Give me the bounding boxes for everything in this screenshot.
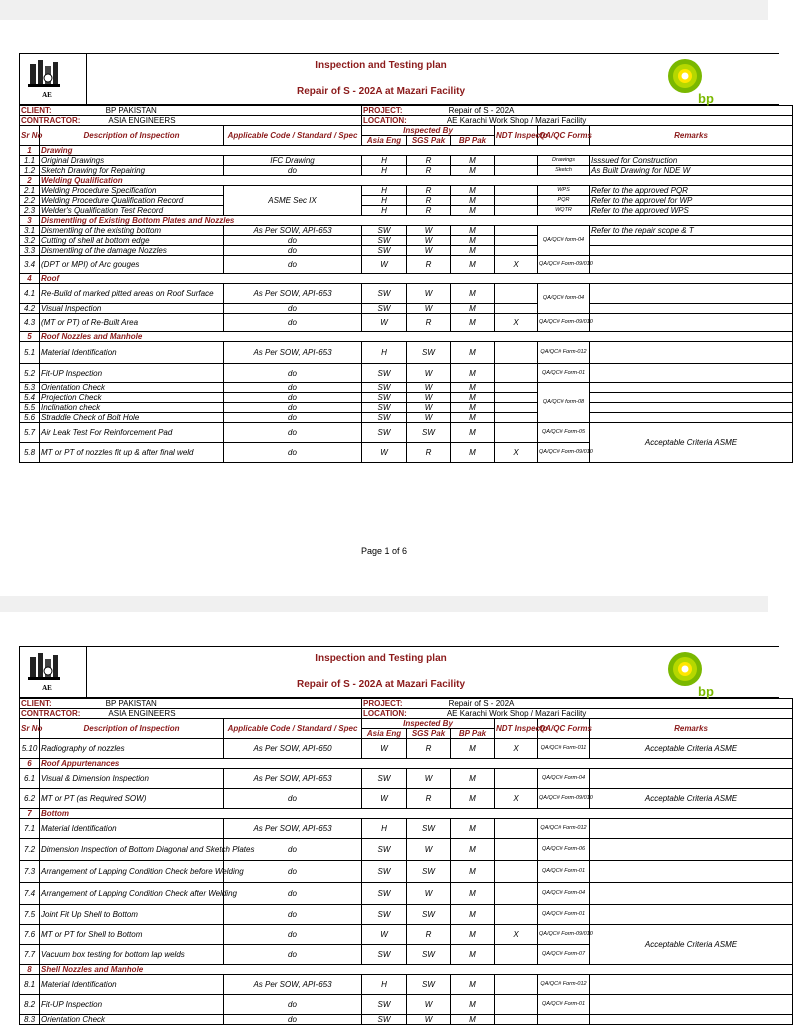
- table-row: 5.3 Orientation Check do SW W M QA/QC# form-08: [20, 383, 793, 393]
- client-row: [20, 106, 793, 116]
- project-label: PROJECT:: [363, 699, 403, 708]
- table-row: 5.8 MT or PT of nozzles fit up & after final weld do W R M X QA/QC# Form-09/010: [20, 443, 793, 463]
- col-remarks: Remarks: [590, 719, 793, 739]
- section-row: 5 Roof Nozzles and Manhole: [20, 332, 793, 342]
- col-inspected-by: Inspected By: [362, 126, 495, 136]
- table-row: 7.1 Material Identification As Per SOW, API-653 H SW M QA/QC# Form-012: [20, 819, 793, 839]
- location-value: AE Karachi Work Shop / Mazari Facility: [446, 709, 587, 718]
- bp-logo-text: bp: [698, 684, 714, 699]
- section-row: 6 Roof Appurtenances: [20, 759, 793, 769]
- table-row: 2.3 Welder's Qualification Test Record H R M WQTR Refer to the approved WPS: [20, 206, 793, 216]
- project-value: Repair of S - 202A: [448, 699, 515, 708]
- location-label: LOCATION:: [363, 709, 407, 718]
- ae-logo: [20, 647, 87, 698]
- col-sr-no: Sr No: [20, 719, 40, 739]
- ae-logo-icon: [28, 58, 64, 90]
- table-row: 3.1 Dismentling of the existing bottom As Per SOW, API-653 SW W M QA/QC# form-04 Refer to the repair scope & T: [20, 226, 793, 236]
- col-sgs-pak: SGS Pak: [407, 729, 451, 739]
- col-forms: QA/QC Forms: [538, 719, 590, 739]
- client-row: [20, 699, 793, 709]
- table-row: 7.2 Dimension Inspection of Bottom Diagonal and Sketch Plates do SW W M QA/QC# Form-06: [20, 839, 793, 861]
- table-row: 3.3 Dismentling of the damage Nozzles do SW W M: [20, 246, 793, 256]
- table-row: 3.2 Cutting of shell at bottom edge do SW W M: [20, 236, 793, 246]
- table-row: 6.1 Visual & Dimension Inspection As Per SOW, API-653 SW W M QA/QC# Form-04: [20, 769, 793, 789]
- table-row: 7.5 Joint Fit Up Shell to Bottom do SW SW M QA/QC# Form-01: [20, 905, 793, 925]
- client-label: CLIENT:: [21, 106, 52, 115]
- ae-logo-icon: [28, 651, 64, 683]
- contractor-row: [20, 116, 793, 126]
- section-row: 3 Dismentling of Existing Bottom Plates and Nozzles: [20, 216, 793, 226]
- bp-logo-icon: [658, 649, 712, 697]
- page-header: [19, 646, 779, 698]
- table-row: 7.4 Arrangement of Lapping Condition Check after Welding do SW W M QA/QC# Form-04: [20, 883, 793, 905]
- table-row: 7.7 Vacuum box testing for bottom lap welds do SW SW M QA/QC# Form-07: [20, 945, 793, 965]
- column-header-row: [20, 719, 793, 729]
- table-row: 3.4 (DPT or MPI) of Arc gouges do W R M X QA/QC# Form-09/010: [20, 256, 793, 274]
- client-value: BP PAKISTAN: [105, 699, 157, 708]
- contractor-value: ASIA ENGINEERS: [108, 116, 176, 125]
- col-remarks: Remarks: [590, 126, 793, 146]
- col-code: Applicable Code / Standard / Spec: [224, 719, 362, 739]
- col-ndt: NDT Inspecto: [495, 719, 538, 739]
- itp-table-page-1: [19, 105, 793, 463]
- table-row: 5.10 Radiography of nozzles As Per SOW, API-650 W R M X QA/QC# Form-011 Acceptable Criteria ASME: [20, 739, 793, 759]
- table-row: 5.5 Inclination check do SW W M: [20, 403, 793, 413]
- table-row: 7.3 Arrangement of Lapping Condition Check before Welding do SW SW M QA/QC# Form-01: [20, 861, 793, 883]
- table-row: 5.1 Material Identification As Per SOW, API-653 H SW M QA/QC# Form-012: [20, 342, 793, 364]
- itp-table-page-2: [19, 698, 793, 1025]
- table-row: 4.2 Visual Inspection do SW W M: [20, 304, 793, 314]
- location-label: LOCATION:: [363, 116, 407, 125]
- contractor-value: ASIA ENGINEERS: [108, 709, 176, 718]
- project-label: PROJECT:: [363, 106, 403, 115]
- col-ndt: NDT Inspecto: [495, 126, 538, 146]
- table-row: 4.1 Re-Build of marked pitted areas on Roof Surface As Per SOW, API-653 SW W M QA/QC# form-04: [20, 284, 793, 304]
- col-sgs-pak: SGS Pak: [407, 136, 451, 146]
- table-row: 5.7 Air Leak Test For Reinforcement Pad do SW SW M QA/QC# Form-05 Acceptable Criteria ASME: [20, 423, 793, 443]
- table-row: 5.2 Fit-UP Inspection do SW W M QA/QC# Form-01: [20, 364, 793, 383]
- project-value: Repair of S - 202A: [448, 106, 515, 115]
- client-label: CLIENT:: [21, 699, 52, 708]
- table-row: 5.6 Straddle Check of Bolt Hole do SW W M: [20, 413, 793, 423]
- page-header: [19, 53, 779, 105]
- table-row: 2.1 Welding Procedure Specification ASME Sec IX H R M WPS Refer to the approved PQR: [20, 186, 793, 196]
- col-bp-pak: BP Pak: [451, 136, 495, 146]
- ae-logo: [20, 54, 87, 105]
- document-title: Inspection and Testing plan: [315, 60, 447, 71]
- table-row: 8.3 Orientation Check do SW W M: [20, 1015, 793, 1025]
- table-row: 6.2 MT or PT (as Required SOW) do W R M X QA/QC# Form-09/010 Acceptable Criteria ASME: [20, 789, 793, 809]
- section-row: 2 Welding Qualification: [20, 176, 793, 186]
- col-description: Description of Inspection: [40, 719, 224, 739]
- section-row: 4 Roof: [20, 274, 793, 284]
- bp-logo-text: bp: [698, 91, 714, 106]
- table-row: 5.4 Projection Check do SW W M: [20, 393, 793, 403]
- section-row: 1 Drawing: [20, 146, 793, 156]
- document-page-2: [19, 646, 779, 1025]
- table-row: 4.3 (MT or PT) of Re-Built Area do W R M X QA/QC# Form-09/010: [20, 314, 793, 332]
- document-subtitle: Repair of S - 202A at Mazari Facility: [296, 679, 466, 690]
- table-row: 8.1 Material Identification As Per SOW, API-653 H SW M QA/QC# Form-012: [20, 975, 793, 995]
- document-title: Inspection and Testing plan: [315, 653, 447, 664]
- col-description: Description of Inspection: [40, 126, 224, 146]
- section-row: 7 Bottom: [20, 809, 793, 819]
- ae-logo-caption: AE: [42, 91, 52, 99]
- table-row: 2.2 Welding Procedure Qualification Record H R M PQR Refer to the approvel for WP: [20, 196, 793, 206]
- column-header-row: [20, 126, 793, 136]
- table-row: 1.2 Sketch Drawing for Repairing do H R M Sketch As Built Drawing for NDE W: [20, 166, 793, 176]
- col-inspected-by: Inspected By: [362, 719, 495, 729]
- table-row: 8.2 Fit-UP Inspection do SW W M QA/QC# Form-01: [20, 995, 793, 1015]
- col-sr-no: Sr No: [20, 126, 40, 146]
- location-value: AE Karachi Work Shop / Mazari Facility: [446, 116, 587, 125]
- document-page-1: [19, 53, 779, 463]
- ae-logo-caption: AE: [42, 684, 52, 692]
- client-value: BP PAKISTAN: [105, 106, 157, 115]
- contractor-row: [20, 709, 793, 719]
- contractor-label: CONTRACTOR:: [21, 709, 81, 718]
- bp-logo-icon: [658, 56, 712, 104]
- col-forms: QA/QC Forms: [538, 126, 590, 146]
- col-asia-eng: Asia Eng: [362, 136, 407, 146]
- table-row: 1.1 Original Drawings IFC Drawing H R M Drawings Isssued for Construction: [20, 156, 793, 166]
- contractor-label: CONTRACTOR:: [21, 116, 81, 125]
- viewer-top-margin: [0, 0, 768, 20]
- section-row: 8 Shell Nozzles and Manhole: [20, 965, 793, 975]
- document-subtitle: Repair of S - 202A at Mazari Facility: [296, 86, 466, 97]
- table-row: 7.6 MT or PT for Shell to Bottom do W R M X QA/QC# Form-09/010 Acceptable Criteria ASME: [20, 925, 793, 945]
- col-bp-pak: BP Pak: [451, 729, 495, 739]
- col-asia-eng: Asia Eng: [362, 729, 407, 739]
- page-number: Page 1 of 6: [360, 546, 408, 556]
- page-separator: [0, 596, 768, 612]
- col-code: Applicable Code / Standard / Spec: [224, 126, 362, 146]
